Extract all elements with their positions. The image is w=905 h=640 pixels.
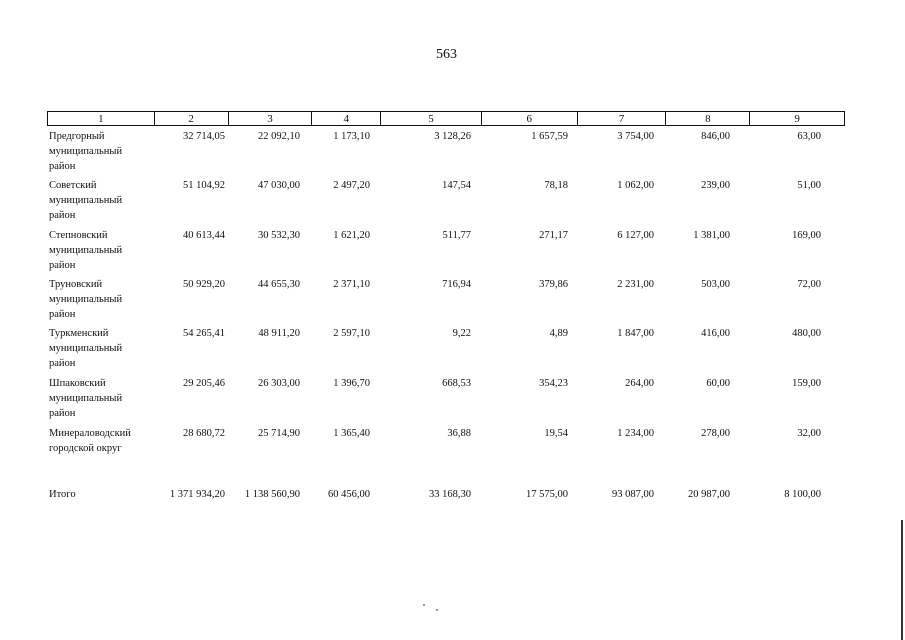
cell-col-9: 32,00: [797, 428, 821, 439]
cell-col-6: 17 575,00: [526, 489, 568, 500]
cell-col-3: 26 303,00: [258, 378, 300, 389]
cell-col-3: 44 655,30: [258, 279, 300, 290]
cell-col-9: 169,00: [792, 230, 821, 241]
cell-col-4: 2 597,10: [333, 328, 370, 339]
cell-col-9: 480,00: [792, 328, 821, 339]
cell-col-3: 48 911,20: [258, 328, 300, 339]
cell-col-5: 147,54: [442, 180, 471, 191]
cell-col-9: 72,00: [797, 279, 821, 290]
cell-col-7: 1 234,00: [617, 428, 654, 439]
cell-col-3: 30 532,30: [258, 230, 300, 241]
row-label: Степновский муниципальный район: [49, 230, 123, 271]
cell-col-3: 22 092,10: [258, 131, 300, 142]
row-label: Итого: [49, 489, 76, 500]
scan-edge-line: [901, 520, 903, 640]
header-col-3: 3: [229, 112, 313, 125]
cell-col-2: 40 613,44: [183, 230, 225, 241]
cell-col-2: 29 205,46: [183, 378, 225, 389]
scan-speck: [436, 609, 438, 611]
cell-col-4: 1 173,10: [333, 131, 370, 142]
header-col-9: 9: [794, 113, 800, 125]
cell-col-6: 379,86: [539, 279, 568, 290]
table-header-row: [47, 111, 845, 126]
cell-col-8: 503,00: [701, 279, 730, 290]
cell-col-8: 416,00: [701, 328, 730, 339]
cell-col-5: 33 168,30: [429, 489, 471, 500]
cell-col-8: 20 987,00: [688, 489, 730, 500]
cell-col-9: 8 100,00: [784, 489, 821, 500]
row-label: Шпаковский муниципальный район: [49, 378, 123, 419]
cell-col-3: 47 030,00: [258, 180, 300, 191]
cell-col-6: 271,17: [539, 230, 568, 241]
row-label: Предгорный муниципальный район: [49, 131, 123, 172]
cell-col-2: 51 104,92: [183, 180, 225, 191]
cell-col-4: 1 365,40: [333, 428, 370, 439]
cell-col-4: 1 621,20: [333, 230, 370, 241]
cell-col-2: 28 680,72: [183, 428, 225, 439]
cell-col-4: 1 396,70: [333, 378, 370, 389]
cell-col-5: 3 128,26: [434, 131, 471, 142]
cell-col-4: 2 497,20: [333, 180, 370, 191]
cell-col-6: 4,89: [549, 328, 568, 339]
cell-col-6: 354,23: [539, 378, 568, 389]
cell-col-2: 32 714,05: [183, 131, 225, 142]
header-col-4: 4: [312, 112, 381, 125]
cell-col-9: 51,00: [797, 180, 821, 191]
cell-col-5: 36,88: [447, 428, 471, 439]
cell-col-2: 50 929,20: [183, 279, 225, 290]
header-col-6: 6: [482, 112, 578, 125]
cell-col-8: 1 381,00: [693, 230, 730, 241]
cell-col-4: 2 371,10: [333, 279, 370, 290]
cell-col-6: 19,54: [544, 428, 568, 439]
cell-col-5: 668,53: [442, 378, 471, 389]
cell-col-7: 6 127,00: [617, 230, 654, 241]
cell-col-7: 93 087,00: [612, 489, 654, 500]
cell-col-9: 63,00: [797, 131, 821, 142]
row-label: Минераловодский городской округ: [49, 428, 131, 454]
cell-col-5: 511,77: [442, 230, 471, 241]
cell-col-4: 60 456,00: [328, 489, 370, 500]
cell-col-8: 60,00: [706, 378, 730, 389]
cell-col-7: 264,00: [625, 378, 654, 389]
cell-col-5: 9,22: [452, 328, 471, 339]
cell-col-7: 3 754,00: [617, 131, 654, 142]
cell-col-3: 25 714,90: [258, 428, 300, 439]
cell-col-8: 846,00: [701, 131, 730, 142]
page-number: 563: [436, 47, 457, 62]
cell-col-6: 78,18: [544, 180, 568, 191]
header-col-8: 8: [666, 112, 750, 125]
row-label: Туркменский муниципальный район: [49, 328, 123, 369]
cell-col-8: 278,00: [701, 428, 730, 439]
cell-col-6: 1 657,59: [531, 131, 568, 142]
cell-col-7: 2 231,00: [617, 279, 654, 290]
cell-col-3: 1 138 560,90: [244, 489, 300, 500]
cell-col-2: 1 371 934,20: [169, 489, 225, 500]
cell-col-9: 159,00: [792, 378, 821, 389]
header-col-2: 2: [155, 112, 229, 125]
header-col-5: 5: [381, 112, 482, 125]
row-label: Советский муниципальный район: [49, 180, 123, 221]
header-col-7: 7: [578, 112, 667, 125]
scan-speck: [423, 604, 425, 606]
cell-col-7: 1 062,00: [617, 180, 654, 191]
cell-col-7: 1 847,00: [617, 328, 654, 339]
header-col-1: 1: [48, 112, 155, 125]
row-label: Труновский муниципальный район: [49, 279, 123, 320]
cell-col-5: 716,94: [442, 279, 471, 290]
cell-col-2: 54 265,41: [183, 328, 225, 339]
cell-col-8: 239,00: [701, 180, 730, 191]
